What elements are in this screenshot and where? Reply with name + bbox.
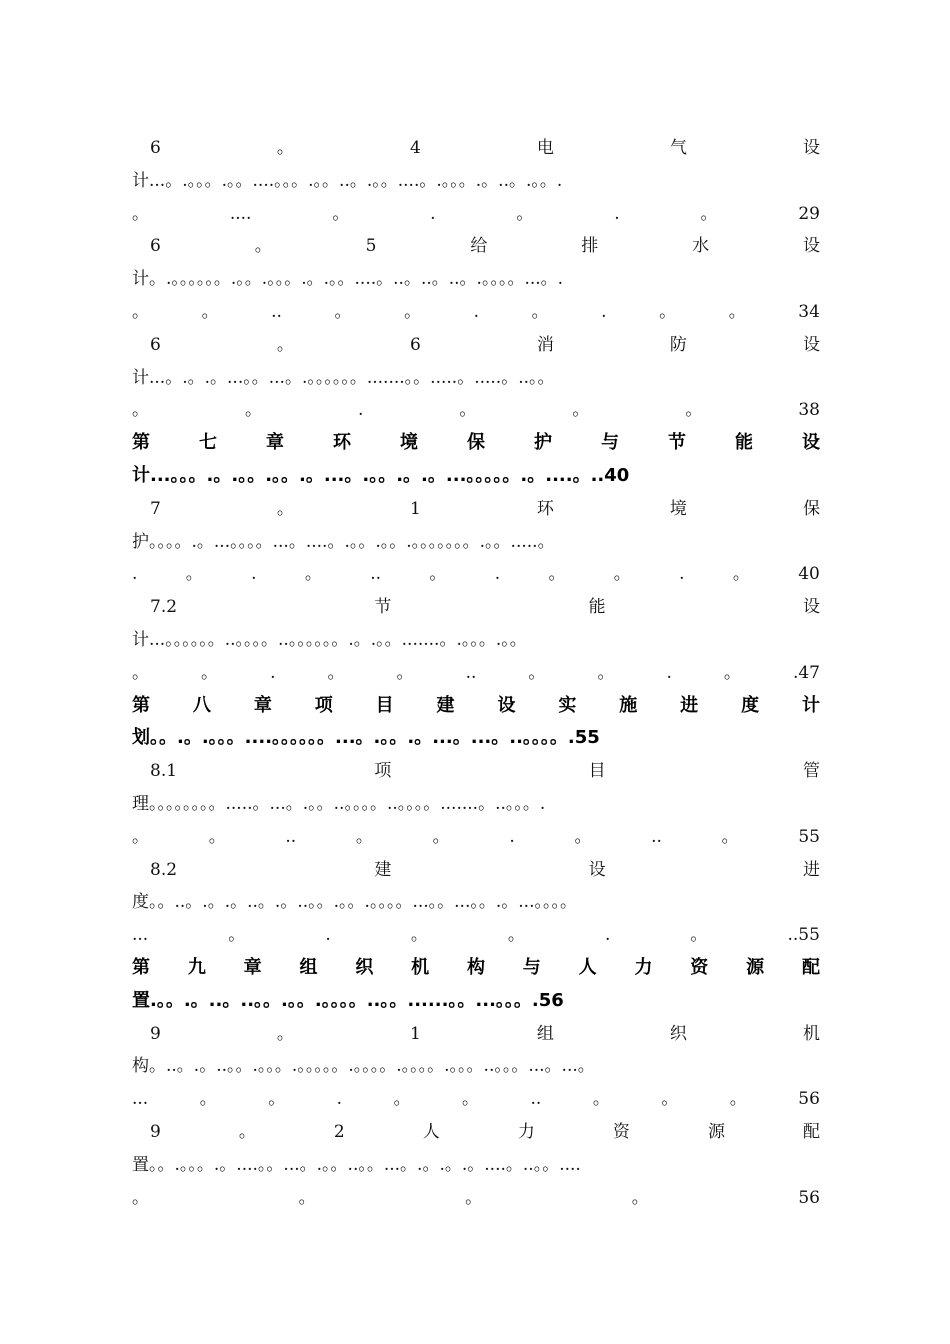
toc-token: 设 <box>803 236 820 257</box>
toc-leader-text: 计...。.。。。.。。....。。。.。。..。.。。....。.。。。.。..。.。。. <box>132 170 563 191</box>
toc-token: 8.2 <box>150 859 178 880</box>
toc-token: 。 <box>728 301 746 322</box>
toc-entry-line <box>132 624 820 657</box>
toc-entry-line <box>132 198 820 231</box>
toc-token: 节 <box>374 597 392 618</box>
toc-entry-line <box>132 854 820 887</box>
toc-token: 。 <box>298 1187 316 1208</box>
toc-token: 组 <box>299 956 318 978</box>
toc-entry-line <box>132 591 820 624</box>
toc-token: 源 <box>707 1121 725 1142</box>
toc-token: 护 <box>534 432 552 454</box>
toc-token: 资 <box>690 956 709 978</box>
toc-token: 。 <box>531 301 549 322</box>
toc-token: 七 <box>199 432 217 454</box>
toc-token: . <box>666 662 672 683</box>
toc-token: 机 <box>802 1023 820 1044</box>
toc-token: . <box>430 203 436 224</box>
toc-token: 力 <box>517 1121 535 1142</box>
toc-token: 防 <box>669 334 687 355</box>
toc-token: . <box>679 564 685 585</box>
toc-entry-line <box>132 755 820 788</box>
toc-token: .... <box>229 203 252 224</box>
toc-entry-line <box>132 788 820 821</box>
toc-token: 7.2 <box>150 597 178 618</box>
toc-token: 。 <box>332 203 350 224</box>
toc-token: 29 <box>798 203 820 224</box>
toc-entry-line <box>132 329 820 362</box>
toc-token: 项 <box>374 761 392 782</box>
toc-token: . <box>336 1089 343 1110</box>
toc-token: 。 <box>228 925 246 946</box>
toc-token: 9 <box>150 1023 161 1044</box>
toc-token: 。 <box>276 334 294 355</box>
toc-token: 。 <box>132 826 149 847</box>
toc-token: 目 <box>375 694 394 716</box>
toc-token: 。 <box>429 564 447 585</box>
toc-token: 。 <box>700 203 718 224</box>
toc-token: 计 <box>801 694 820 716</box>
toc-token: . <box>494 564 501 585</box>
toc-token: .. <box>271 301 282 322</box>
toc-token: 。 <box>721 826 739 847</box>
toc-token: 40 <box>798 564 820 585</box>
toc-token: . <box>270 662 276 683</box>
toc-token: 境 <box>669 498 687 519</box>
toc-token: 能 <box>735 432 753 454</box>
toc-token: . <box>601 301 607 322</box>
toc-token: 实 <box>558 694 577 716</box>
toc-token: 电 <box>536 138 554 158</box>
toc-chapter-line <box>132 985 820 1018</box>
toc-token: 计...。。。.。.。。.。。.。...。.。。.。.。...。。。。。.。....。..40 <box>132 464 630 486</box>
toc-entry-line <box>132 1149 820 1182</box>
toc-token: 。 <box>254 236 272 257</box>
toc-token: 能 <box>588 597 606 618</box>
toc-token: 给 <box>470 236 488 257</box>
toc-entry-line <box>132 558 820 591</box>
toc-token: . <box>325 925 331 946</box>
toc-token: 。 <box>661 1089 679 1110</box>
toc-token: 进 <box>802 859 820 880</box>
toc-leader-text: 置。。.。。。.。....。。...。.。。..。。...。.。.。.。....。..。。.... <box>132 1154 581 1175</box>
toc-token: 度 <box>741 694 760 716</box>
toc-token: 项 <box>314 694 333 716</box>
toc-token: 设 <box>802 138 820 158</box>
table-of-contents <box>132 132 820 1214</box>
toc-token: 气 <box>669 138 687 158</box>
toc-entry-line <box>132 1050 820 1083</box>
toc-token: 6 <box>409 334 421 355</box>
toc-token: 资 <box>612 1121 630 1142</box>
toc-token: 。 <box>132 662 149 683</box>
toc-token: 56 <box>798 1089 820 1110</box>
toc-token: . <box>614 203 620 224</box>
toc-entry-line <box>132 132 820 165</box>
toc-token: 。 <box>732 564 750 585</box>
toc-token: 。 <box>238 1121 256 1142</box>
toc-entry-line <box>132 230 820 263</box>
toc-token: 。 <box>276 498 294 519</box>
toc-token: 。 <box>404 301 422 322</box>
toc-token: 。 <box>723 662 741 683</box>
toc-token: 。 <box>132 400 149 421</box>
toc-token: 力 <box>634 956 653 978</box>
toc-entry-line <box>132 886 820 919</box>
toc-token: 构 <box>466 956 485 978</box>
toc-token: . <box>132 564 138 585</box>
toc-token: .. <box>651 826 662 847</box>
toc-token: 6 <box>150 236 161 257</box>
toc-leader-text: 理。。。。。。。。.....。...。.。。..。。。。..。。。。.......。..。。。. <box>132 793 546 814</box>
toc-token: 第 <box>132 432 150 454</box>
toc-token: 7 <box>150 498 161 519</box>
toc-leader-text: 构。..。.。..。。.。。。.。。。。。.。。。。.。。。。.。。。..。。。...。...。 <box>132 1056 595 1077</box>
toc-token: 设 <box>588 859 606 880</box>
toc-token: 源 <box>746 956 765 978</box>
toc-token: 章 <box>243 956 262 978</box>
toc-entry-line <box>132 263 820 296</box>
toc-token: 。 <box>729 1089 747 1110</box>
toc-token: 设 <box>497 694 516 716</box>
toc-token: 机 <box>411 956 430 978</box>
toc-leader-text: 度。。..。.。.。..。.。..。。.。。.。。。。...。。...。。.。...。。。。 <box>132 892 577 913</box>
toc-token: 人 <box>578 956 597 978</box>
toc-entry-line <box>132 1182 820 1215</box>
toc-token: 。 <box>132 301 149 322</box>
toc-token: 。 <box>685 400 703 421</box>
toc-entry-line <box>132 526 820 559</box>
toc-token: 环 <box>536 498 554 519</box>
toc-entry-line <box>132 657 820 690</box>
toc-token: 5 <box>365 236 377 257</box>
toc-token: 。 <box>574 826 592 847</box>
toc-chapter-line <box>132 690 820 723</box>
toc-token: 。 <box>516 203 534 224</box>
toc-token: 建 <box>436 694 455 716</box>
toc-token: 。 <box>396 662 414 683</box>
toc-entry-line <box>132 821 820 854</box>
toc-token: 组 <box>536 1023 554 1044</box>
toc-token: 。 <box>393 1089 411 1110</box>
toc-token: 。 <box>268 1089 286 1110</box>
toc-entry-line <box>132 1083 820 1116</box>
toc-token: 建 <box>374 859 392 880</box>
toc-token: 55 <box>798 826 820 847</box>
toc-token: 。 <box>548 564 566 585</box>
toc-token: . <box>357 400 364 421</box>
toc-token: 。 <box>185 564 203 585</box>
toc-token: ... <box>132 1089 149 1110</box>
toc-token: 施 <box>619 694 638 716</box>
toc-entry-line <box>132 1116 820 1149</box>
toc-token: .. <box>370 564 381 585</box>
toc-token: 。 <box>465 1187 483 1208</box>
toc-token: 章 <box>253 694 272 716</box>
toc-token: 织 <box>669 1023 687 1044</box>
toc-chapter-line <box>132 427 820 460</box>
toc-leader-text: 计...。.。.。...。。...。.。。。。。。.......。。.....。.....。..。。 <box>132 367 555 388</box>
toc-token: 34 <box>798 301 820 322</box>
toc-token: 目 <box>588 761 606 782</box>
toc-token: 。 <box>334 301 352 322</box>
toc-entry-line <box>132 165 820 198</box>
toc-entry-line <box>132 1018 820 1051</box>
toc-token: 。 <box>355 826 373 847</box>
toc-token: 八 <box>192 694 211 716</box>
toc-token: 第 <box>132 956 150 978</box>
toc-token: 38 <box>798 400 820 421</box>
toc-leader-text: 计。.。。。。。。.。。.。。。.。.。。....。..。..。..。.。。。。...。. <box>132 269 564 290</box>
toc-token: .. <box>530 1089 542 1110</box>
toc-token: 。 <box>276 138 294 158</box>
toc-token: 。 <box>327 662 345 683</box>
toc-token: 管 <box>802 761 820 782</box>
toc-token: 。 <box>462 1089 480 1110</box>
toc-token: .47 <box>792 662 820 683</box>
toc-token: 配 <box>801 956 820 978</box>
toc-token: 划。。.。.。。。....。。。。。。...。.。。.。...。...。..。。。。.55 <box>132 727 600 749</box>
toc-token: 。 <box>199 1089 217 1110</box>
toc-entry-line <box>132 493 820 526</box>
toc-token: 设 <box>802 432 820 454</box>
toc-token: 1 <box>409 498 421 519</box>
toc-token: 。 <box>244 400 262 421</box>
toc-chapter-line <box>132 952 820 985</box>
toc-token: . <box>473 301 480 322</box>
toc-token: 1 <box>409 1023 421 1044</box>
toc-token: 。 <box>592 1089 610 1110</box>
toc-token: 章 <box>266 432 284 454</box>
toc-leader-text: 护。。。。.。...。。。。...。....。.。。.。。.。。。。。。。.。。.....。 <box>132 531 555 552</box>
toc-token: 织 <box>355 956 374 978</box>
toc-token: . <box>604 925 611 946</box>
toc-token: 消 <box>536 334 554 355</box>
toc-entry-line <box>132 296 820 329</box>
toc-token: 保 <box>467 432 485 454</box>
toc-token: 境 <box>400 432 418 454</box>
toc-token: 置.。。.。..。..。。.。。.。。。。..。。......。。...。。。.56 <box>132 989 564 1011</box>
toc-token: 。 <box>459 400 477 421</box>
toc-token: 。 <box>201 301 219 322</box>
toc-token: 。 <box>659 301 677 322</box>
toc-token: 。 <box>507 925 525 946</box>
toc-token: 。 <box>631 1187 649 1208</box>
toc-token: 。 <box>690 925 708 946</box>
toc-token: 4 <box>409 138 421 158</box>
toc-token: 设 <box>802 597 820 618</box>
toc-token: 8.1 <box>150 761 178 782</box>
toc-token: 。 <box>528 662 546 683</box>
toc-token: 。 <box>201 662 219 683</box>
toc-token: 。 <box>276 1023 294 1044</box>
toc-token: 。 <box>572 400 590 421</box>
toc-token: 6 <box>150 334 161 355</box>
toc-entry-line <box>132 362 820 395</box>
toc-token: 节 <box>668 432 686 454</box>
toc-token: 与 <box>601 432 619 454</box>
toc-token: 。 <box>132 1187 149 1208</box>
toc-token: 水 <box>692 236 710 257</box>
toc-token: . <box>251 564 257 585</box>
toc-token: 环 <box>333 432 351 454</box>
toc-token: 。 <box>304 564 322 585</box>
toc-token: 6 <box>150 138 161 158</box>
toc-chapter-line <box>132 460 820 493</box>
toc-leader-text: 计...。。。。。。..。。。。..。。。。。。.。.。。.......。.。。。.。。 <box>132 629 527 650</box>
toc-token: 九 <box>187 956 206 978</box>
toc-entry-line <box>132 394 820 427</box>
toc-token: 与 <box>522 956 541 978</box>
toc-token: ..55 <box>787 925 820 946</box>
toc-token: 。 <box>208 826 226 847</box>
toc-token: 。 <box>432 826 450 847</box>
toc-token: 配 <box>802 1121 820 1142</box>
toc-token: 排 <box>581 236 599 257</box>
toc-entry-line <box>132 919 820 952</box>
toc-token: 保 <box>802 498 820 519</box>
toc-token: 设 <box>802 334 820 355</box>
toc-token: .. <box>285 826 297 847</box>
toc-token: 人 <box>422 1121 440 1142</box>
toc-token: .. <box>465 662 477 683</box>
toc-token: 。 <box>613 564 631 585</box>
toc-token: 第 <box>132 694 150 716</box>
toc-token: 。 <box>132 203 149 224</box>
toc-token: 。 <box>597 662 615 683</box>
toc-chapter-line <box>132 722 820 755</box>
toc-token: ... <box>132 925 149 946</box>
toc-token: 56 <box>798 1187 820 1208</box>
toc-token: 9 <box>150 1121 161 1142</box>
toc-token: 。 <box>410 925 428 946</box>
toc-token: 进 <box>680 694 699 716</box>
toc-token: 2 <box>333 1121 345 1142</box>
toc-token: . <box>509 826 515 847</box>
